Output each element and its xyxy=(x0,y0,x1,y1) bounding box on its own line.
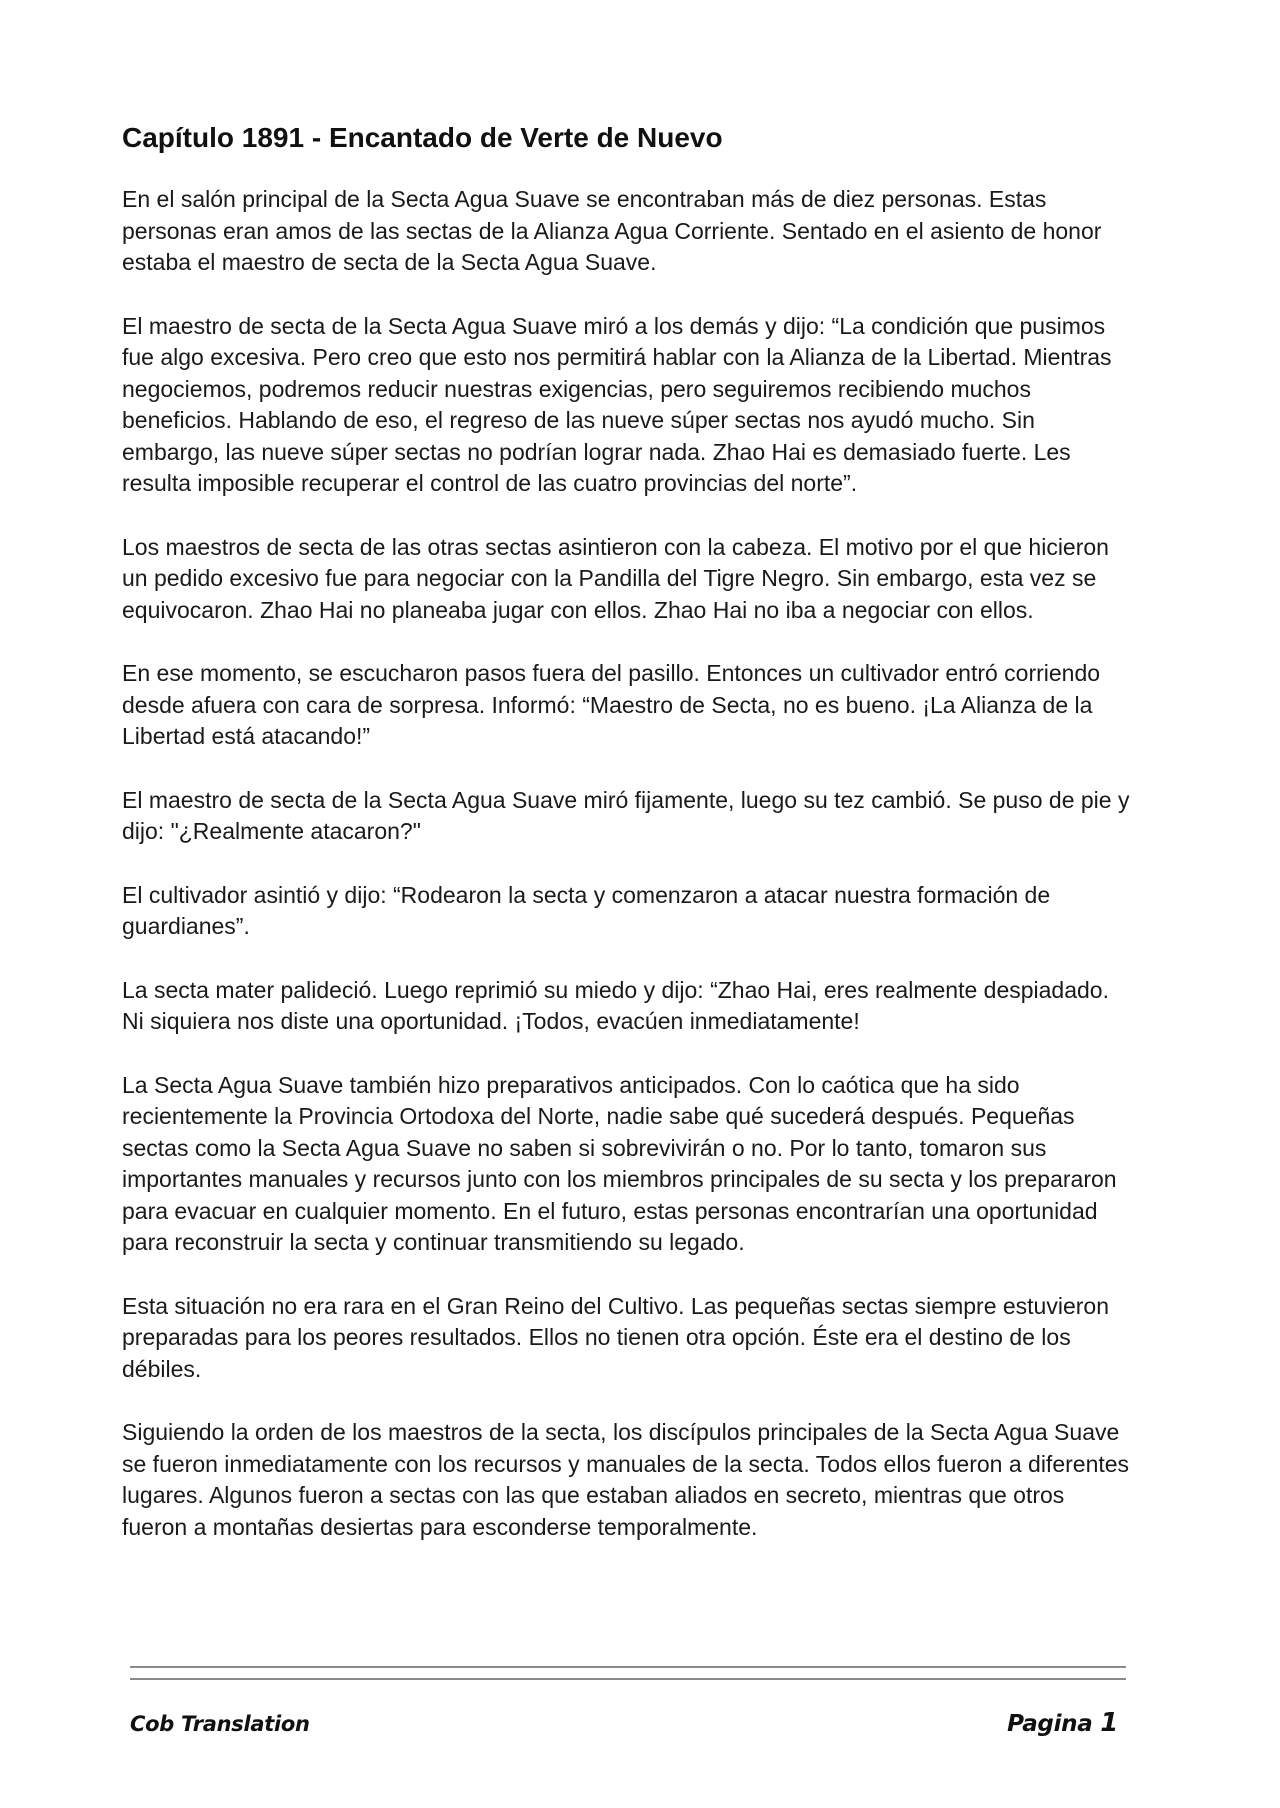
page-number xyxy=(1007,1708,1118,1738)
footer-credit: Cob Translation xyxy=(130,1712,310,1736)
paragraph: Los maestros de secta de las otras sectas asintieron con la cabeza. El motivo por el que hicieron un pedido excesivo fue para negociar con la Pandilla del Tigre Negro. Sin embargo, esta vez se equivocaron. Zhao Hai no planeaba jugar con ellos. Zhao Hai no iba a negociar con ellos. xyxy=(122,533,1109,623)
paragraph: En ese momento, se escucharon pasos fuera del pasillo. Entonces un cultivador entró corriendo desde afuera con cara de sorpresa. Informó: “Maestro de Secta, no es bueno. ¡La Alianza de la Libertad está atacando!” xyxy=(122,660,1101,749)
paragraph: En el salón principal de la Secta Agua Suave se encontraban más de diez personas. Estas personas eran amos de las sectas de la Alianza Agua Corriente. Sentado en el asiento de honor estaba el maestro de secta de la Secta Agua Suave. xyxy=(122,186,1102,275)
paragraph: La Secta Agua Suave también hizo preparativos anticipados. Con lo caótica que ha sido recientemente la Provincia Ortodoxa del Norte, nadie sabe qué sucederá después. Pequeñas sectas como la Secta Agua Suave no saben si sobrevivirán o no. Por lo tanto, tomaron sus importantes manuales y recursos junto con los miembros principales de su secta y los prepararon para evacuar en cualquier momento. En el futuro, estas personas encontrarían una oportunidad para reconstruir la secta y continuar transmitiendo su legado. xyxy=(122,1071,1117,1255)
paragraph: Siguiendo la orden de los maestros de la secta, los discípulos principales de la Secta Agua Suave se fueron inmediatamente con los recursos y manuales de la secta. Todos ellos fueron a diferentes lugares. Algunos fueron a sectas con las que estaban aliados en secreto, mientras que otros fueron a montañas desiertas para esconderse temporalmente. xyxy=(122,1419,1130,1540)
paragraph: Esta situación no era rara en el Gran Reino del Cultivo. Las pequeñas sectas siempre estuvieron preparadas para los peores resultados. Ellos no tienen otra opción. Éste era el destino de los débiles. xyxy=(122,1292,1109,1382)
page-label: Pagina xyxy=(1007,1711,1093,1737)
paragraph: El cultivador asintió y dijo: “Rodearon la secta y comenzaron a atacar nuestra formación de guardianes”. xyxy=(122,881,1051,939)
paragraph: La secta mater palideció. Luego reprimió su miedo y dijo: “Zhao Hai, eres realmente despiadado. Ni siquiera nos diste una oportunidad. ¡Todos, evacúen inmediatamente! xyxy=(122,976,1109,1034)
footer-divider xyxy=(130,1666,1126,1668)
paragraph: El maestro de secta de la Secta Agua Suave miró a los demás y dijo: “La condición que pusimos fue algo excesiva. Pero creo que esto nos permitirá hablar con la Alianza de la Libertad. Mientras negociemos, podremos reducir nuestras exigencias, pero seguiremos recibiendo muchos beneficios. Hablando de eso, el regreso de las nueve súper sectas nos ayudó mucho. Sin embargo, las nueve súper sectas no podrían lograr nada. Zhao Hai es demasiado fuerte. Les resulta imposible recuperar el control de las cuatro provincias del norte”. xyxy=(122,312,1112,496)
paragraph: El maestro de secta de la Secta Agua Suave miró fijamente, luego su tez cambió. Se puso de pie y dijo: "¿Realmente atacaron?" xyxy=(122,786,1130,844)
chapter-title: Capítulo 1891 - Encantado de Verte de Nuevo xyxy=(122,122,723,153)
body-text xyxy=(122,184,1132,1575)
footer-divider xyxy=(130,1678,1126,1680)
page-number-value: 1 xyxy=(1100,1708,1118,1738)
